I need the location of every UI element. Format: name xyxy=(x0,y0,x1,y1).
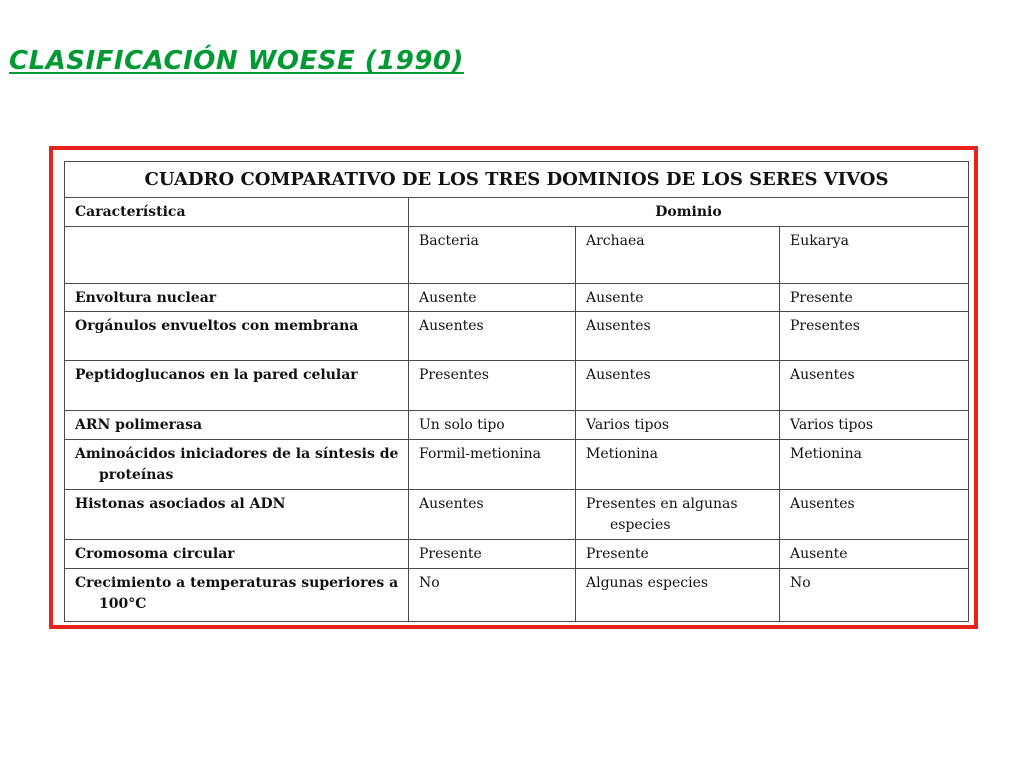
row-cell-eukarya xyxy=(780,361,969,411)
row-cell-eukarya xyxy=(780,411,969,440)
row-cell-bacteria xyxy=(409,490,576,540)
row-cell-bacteria xyxy=(409,440,576,490)
row-feature-text: Histonas asociados al ADN xyxy=(75,496,286,512)
comparison-table xyxy=(64,161,969,622)
row-feature-text: ARN polimerasa xyxy=(75,417,203,433)
table-row xyxy=(65,540,969,569)
row-feature xyxy=(65,569,409,622)
row-cell-bacteria-text: Formil-metionina xyxy=(419,446,541,462)
row-cell-archaea xyxy=(576,411,780,440)
table-title: CUADRO COMPARATIVO DE LOS TRES DOMINIOS DE LOS SERES VIVOS xyxy=(65,162,969,198)
row-cell-archaea-text: Algunas especies xyxy=(586,575,709,591)
table-frame xyxy=(49,146,978,629)
domain-header: Dominio xyxy=(409,198,969,227)
domain-name-eukarya-text: Eukarya xyxy=(790,233,850,249)
row-cell-eukarya xyxy=(780,284,969,312)
row-cell-bacteria xyxy=(409,569,576,622)
row-cell-bacteria xyxy=(409,411,576,440)
domain-name-archaea xyxy=(576,227,780,284)
row-cell-bacteria-text: No xyxy=(419,575,440,591)
row-cell-bacteria-text: Presentes xyxy=(419,367,489,383)
row-feature xyxy=(65,361,409,411)
row-cell-archaea xyxy=(576,440,780,490)
slide-title: CLASIFICACIÓN WOESE (1990) xyxy=(9,46,464,76)
table-row xyxy=(65,411,969,440)
row-feature xyxy=(65,540,409,569)
row-feature xyxy=(65,312,409,361)
row-cell-archaea-text: Ausente xyxy=(586,290,644,306)
row-cell-eukarya-text: Presentes xyxy=(790,318,860,334)
row-cell-archaea xyxy=(576,569,780,622)
domain-names-row xyxy=(65,227,969,284)
domain-name-bacteria xyxy=(409,227,576,284)
row-cell-eukarya xyxy=(780,440,969,490)
row-cell-archaea xyxy=(576,490,780,540)
row-cell-eukarya xyxy=(780,540,969,569)
table-row xyxy=(65,569,969,622)
row-cell-eukarya-text: Varios tipos xyxy=(790,417,874,433)
row-cell-eukarya-text: Ausentes xyxy=(790,496,855,512)
row-cell-archaea-text: Presentes en algunas especies xyxy=(586,496,738,533)
row-feature-text: Peptidoglucanos en la pared celular xyxy=(75,367,358,383)
domain-name-eukarya xyxy=(780,227,969,284)
row-cell-eukarya-text: Ausentes xyxy=(790,367,855,383)
domain-name-archaea-text: Archaea xyxy=(586,233,645,249)
row-cell-archaea-text: Metionina xyxy=(586,446,659,462)
row-cell-bacteria-text: Ausentes xyxy=(419,318,484,334)
table-row xyxy=(65,361,969,411)
row-cell-archaea xyxy=(576,284,780,312)
row-cell-eukarya xyxy=(780,569,969,622)
row-cell-eukarya-text: Ausente xyxy=(790,546,848,562)
row-cell-bacteria-text: Ausente xyxy=(419,290,477,306)
characteristic-header: Característica xyxy=(65,198,409,227)
row-feature xyxy=(65,440,409,490)
domain-name-bacteria-text: Bacteria xyxy=(419,233,479,249)
row-feature xyxy=(65,284,409,312)
row-feature-text: Crecimiento a temperaturas superiores a 100°C xyxy=(75,575,399,612)
table-row xyxy=(65,440,969,490)
row-feature-text: Orgánulos envueltos con membrana xyxy=(75,318,359,334)
row-cell-eukarya-text: Presente xyxy=(790,290,853,306)
row-cell-archaea xyxy=(576,540,780,569)
row-cell-bacteria xyxy=(409,312,576,361)
row-feature xyxy=(65,411,409,440)
row-cell-archaea-text: Ausentes xyxy=(586,318,651,334)
row-cell-bacteria-text: Ausentes xyxy=(419,496,484,512)
row-cell-eukarya xyxy=(780,490,969,540)
row-feature-text: Cromosoma circular xyxy=(75,546,235,562)
table-row xyxy=(65,312,969,361)
row-feature-text: Aminoácidos iniciadores de la síntesis de proteínas xyxy=(75,446,399,483)
row-cell-bacteria xyxy=(409,284,576,312)
row-feature xyxy=(65,490,409,540)
row-cell-bacteria-text: Presente xyxy=(419,546,482,562)
row-cell-bacteria-text: Un solo tipo xyxy=(419,417,505,433)
row-cell-eukarya xyxy=(780,312,969,361)
row-cell-archaea-text: Ausentes xyxy=(586,367,651,383)
row-feature-text: Envoltura nuclear xyxy=(75,290,217,306)
row-cell-archaea-text: Varios tipos xyxy=(586,417,670,433)
empty-header-cell xyxy=(65,227,409,284)
table-row xyxy=(65,284,969,312)
row-cell-bacteria xyxy=(409,361,576,411)
row-cell-archaea xyxy=(576,312,780,361)
row-cell-bacteria xyxy=(409,540,576,569)
row-cell-eukarya-text: Metionina xyxy=(790,446,863,462)
table-row xyxy=(65,490,969,540)
row-cell-eukarya-text: No xyxy=(790,575,811,591)
row-cell-archaea-text: Presente xyxy=(586,546,649,562)
row-cell-archaea xyxy=(576,361,780,411)
